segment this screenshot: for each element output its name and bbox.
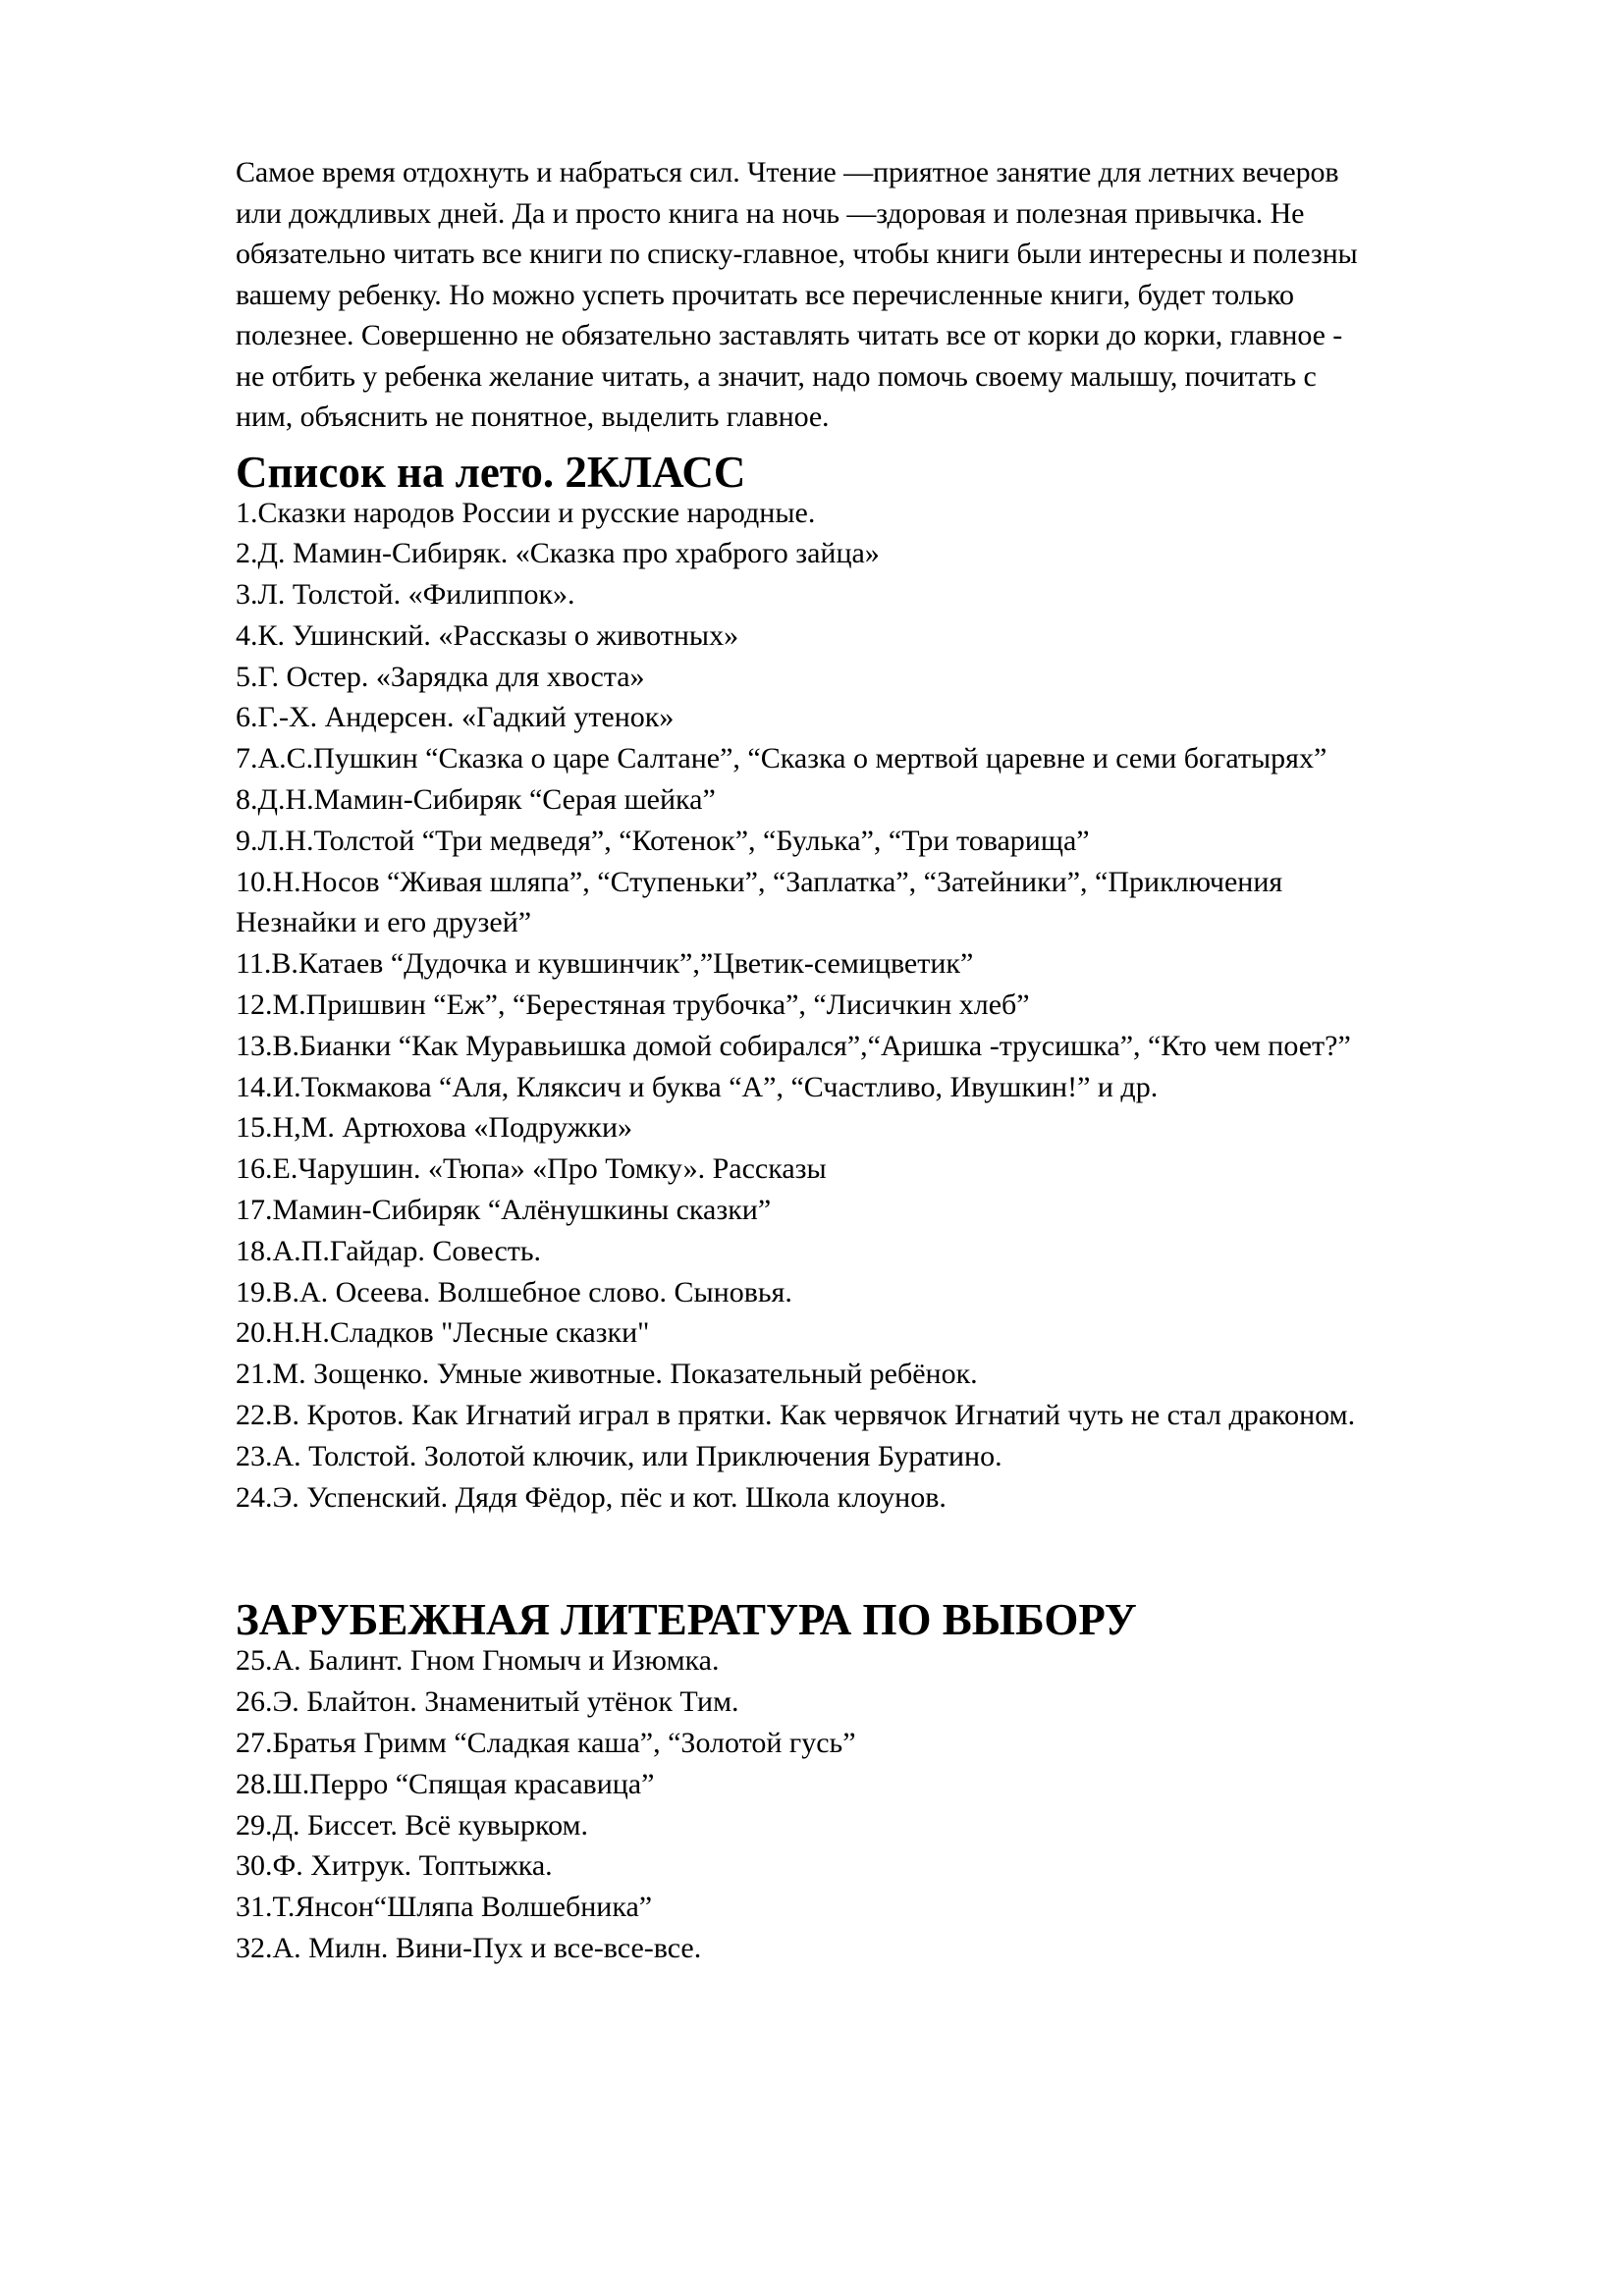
foreign-literature-heading: ЗАРУБЕЖНАЯ ЛИТЕРАТУРА ПО ВЫБОРУ bbox=[236, 1595, 1137, 1645]
list-item: 9.Л.Н.Толстой “Три медведя”, “Котенок”, “Булька”, “Три товарища” bbox=[236, 824, 1090, 857]
intro-paragraph bbox=[236, 152, 1492, 438]
intro-line: вашему ребенку. Но можно успеть прочитать все перечисленные книги, будет только bbox=[236, 278, 1294, 311]
list-item: 29.Д. Биссет. Всё кувырком. bbox=[236, 1808, 588, 1842]
intro-line: не отбить у ребенка желание читать, а значит, надо помочь своему малышу, почитать с bbox=[236, 359, 1317, 393]
intro-line: ним, объяснить не понятное, выделить главное. bbox=[236, 400, 830, 433]
list-item: 27.Братья Гримм “Сладкая каша”, “Золотой гусь” bbox=[236, 1727, 856, 1760]
list-item-continuation: Незнайки и его друзей” bbox=[236, 906, 532, 939]
intro-line: или дождливых дней. Да и просто книга на ночь —здоровая и полезная привычка. Не bbox=[236, 196, 1305, 230]
list-item: 13.В.Бианки “Как Муравьишка домой собирался”,“Аришка -трусишка”, “Кто чем поет?” bbox=[236, 1029, 1351, 1062]
list-item: 32.А. Милн. Вини-Пух и все-все-все. bbox=[236, 1932, 702, 1964]
list-item: 2.Д. Мамин-Сибиряк. «Сказка про храброго зайца» bbox=[236, 537, 880, 570]
list-item: 3.Л. Толстой. «Филиппок». bbox=[236, 578, 575, 612]
summer-list-heading: Список на лето. 2КЛАСС bbox=[236, 447, 746, 497]
list-item: 6.Г.-Х. Андерсен. «Гадкий утенок» bbox=[236, 701, 675, 734]
list-item: 14.И.Токмакова “Аля, Кляксич и буква “А”, “Счастливо, Ивушкин!” и др. bbox=[236, 1070, 1159, 1103]
list-item: 16.Е.Чарушин. «Тюпа» «Про Томку». Рассказы bbox=[236, 1152, 827, 1186]
list-item: 4.К. Ушинский. «Рассказы о животных» bbox=[236, 618, 739, 652]
list-item: 5.Г. Остер. «Зарядка для хвоста» bbox=[236, 660, 645, 693]
list-item: 8.Д.Н.Мамин-Сибиряк “Серая шейка” bbox=[236, 783, 716, 817]
list-item: 18.А.П.Гайдар. Совесть. bbox=[236, 1234, 542, 1267]
list-item: 19.В.А. Осеева. Волшебное слово. Сыновья. bbox=[236, 1275, 792, 1308]
list-item: 26.Э. Блайтон. Знаменитый утёнок Тим. bbox=[236, 1685, 739, 1719]
intro-line: Самое время отдохнуть и набраться сил. Чтение —приятное занятие для летних вечеров bbox=[236, 156, 1339, 188]
summer-reading-list bbox=[236, 493, 1512, 1519]
list-item: 30.Ф. Хитрук. Топтыжка. bbox=[236, 1849, 553, 1883]
list-item: 12.М.Пришвин “Еж”, “Берестяная трубочка”, “Лисичкин хлеб” bbox=[236, 988, 1030, 1022]
intro-line: обязательно читать все книги по списку-главное, чтобы книги были интересны и полезны bbox=[236, 238, 1358, 270]
list-item: 15.Н,М. Артюхова «Подружки» bbox=[236, 1111, 633, 1145]
list-item: 20.Н.Н.Сладков "Лесные сказки" bbox=[236, 1316, 650, 1350]
list-item: 10.Н.Носов “Живая шляпа”, “Ступеньки”, “Заплатка”, “Затейники”, “Приключения bbox=[236, 865, 1283, 898]
list-item: 31.Т.Янсон“Шляпа Волшебника” bbox=[236, 1891, 653, 1924]
foreign-literature-list bbox=[236, 1640, 1512, 1968]
list-item: 7.А.С.Пушкин “Сказка о царе Салтане”, “Сказка о мертвой царевне и семи богатырях” bbox=[236, 742, 1327, 775]
intro-line: полезнее. Совершенно не обязательно заставлять читать все от корки до корки, главное - bbox=[236, 319, 1343, 351]
list-item: 25.А. Балинт. Гном Гномыч и Изюмка. bbox=[236, 1644, 720, 1678]
list-item: 22.В. Кротов. Как Игнатий играл в прятки. Как червячок Игнатий чуть не стал драконом. bbox=[236, 1399, 1356, 1432]
document-page bbox=[236, 152, 1512, 1969]
list-item: 21.М. Зощенко. Умные животные. Показательный ребёнок. bbox=[236, 1358, 978, 1391]
list-item: 28.Ш.Перро “Спящая красавица” bbox=[236, 1767, 655, 1800]
list-item: 11.В.Катаев “Дудочка и кувшинчик”,”Цветик-семицветик” bbox=[236, 947, 974, 981]
list-item: 24.Э. Успенский. Дядя Фёдор, пёс и кот. Школа клоунов. bbox=[236, 1480, 947, 1514]
list-item: 17.Мамин-Сибиряк “Алёнушкины сказки” bbox=[236, 1194, 772, 1227]
list-item: 23.А. Толстой. Золотой ключик, или Приключения Буратино. bbox=[236, 1439, 1002, 1472]
list-item: 1.Сказки народов России и русские народные. bbox=[236, 496, 816, 529]
